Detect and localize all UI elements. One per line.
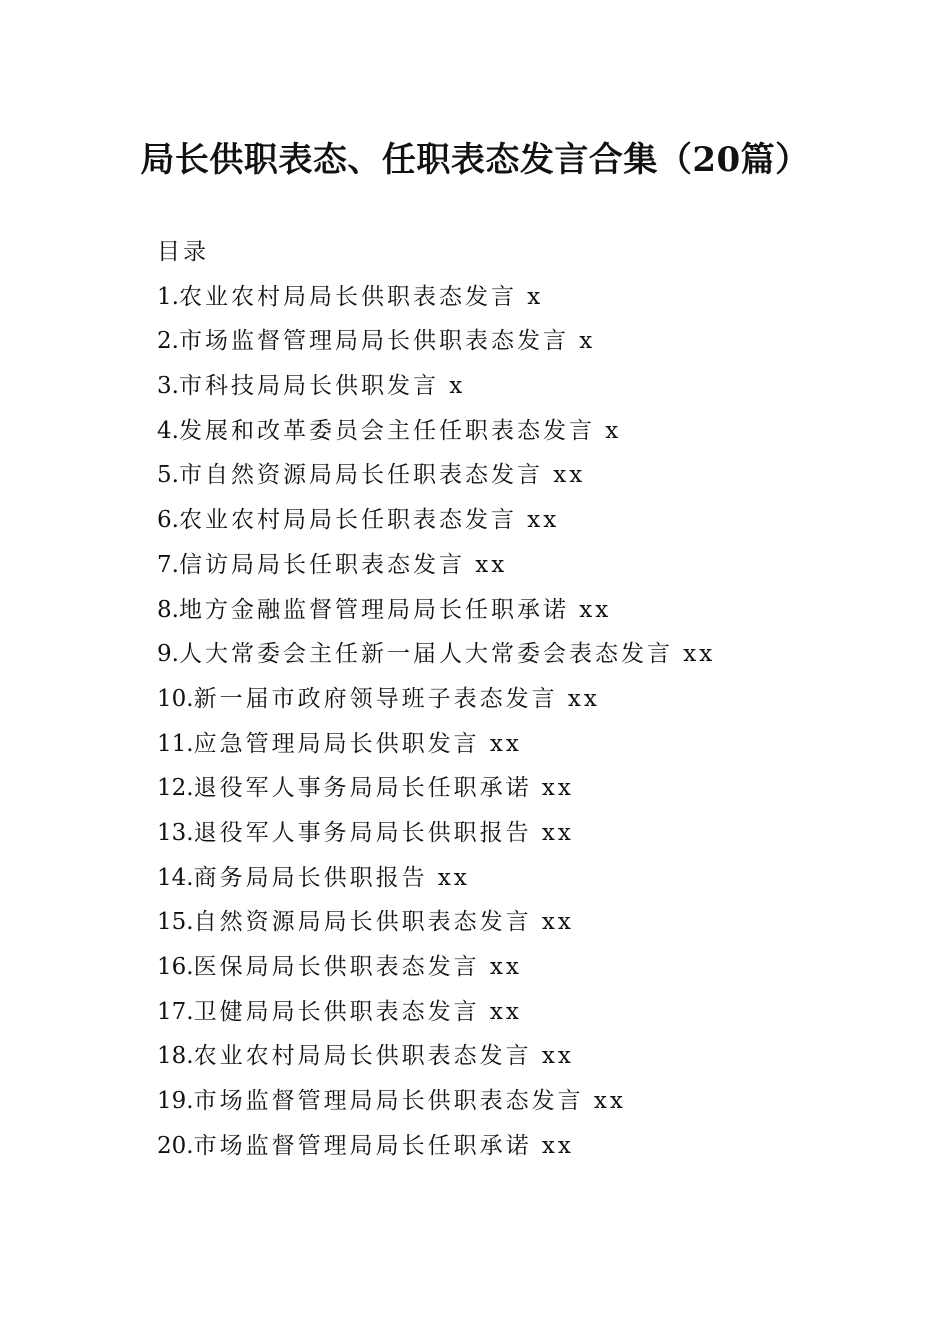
- toc-item[interactable]: [157, 588, 857, 633]
- toc-item[interactable]: [157, 856, 857, 901]
- toc-item-number: 19.: [157, 1088, 194, 1115]
- toc-item-number: 11.: [157, 730, 194, 757]
- toc-item-text: 退役军人事务局局长供职报告 xx: [193, 819, 574, 846]
- toc-item-number: 10.: [157, 685, 194, 712]
- toc-item-text: 退役军人事务局局长任职承诺 xx: [193, 775, 574, 802]
- toc-list: [157, 275, 857, 1169]
- toc-item-text: 医保局局长供职表态发言 xx: [193, 954, 522, 980]
- toc-item-text: 市场监督管理局局长供职表态发言 x: [178, 328, 596, 355]
- toc-item[interactable]: [157, 1079, 857, 1124]
- toc-item-text: 发展和改革委员会主任任职表态发言 x: [178, 417, 622, 444]
- toc-item-text: 信访局局长任职表态发言 xx: [178, 551, 508, 578]
- toc-item[interactable]: [157, 632, 857, 677]
- toc-item[interactable]: [157, 1124, 857, 1169]
- toc-item[interactable]: [157, 409, 857, 454]
- toc-item-text: 市场监督管理局局长任职承诺 xx: [193, 1132, 574, 1159]
- toc-item-number: 17.: [157, 998, 194, 1025]
- toc-item[interactable]: [157, 1034, 857, 1079]
- toc-item[interactable]: [157, 543, 857, 588]
- toc-item-number: 13.: [157, 819, 194, 846]
- toc-item[interactable]: [157, 766, 857, 811]
- toc-heading: 目录: [157, 239, 209, 265]
- toc-item-text: 卫健局局长供职表态发言 xx: [193, 998, 522, 1025]
- table-of-contents: [157, 230, 857, 1168]
- toc-item-text: 农业农村局局长任职表态发言 xx: [178, 507, 560, 534]
- toc-item-number: 1.: [157, 283, 179, 310]
- toc-item-number: 5.: [157, 462, 179, 489]
- toc-item-number: 16.: [157, 954, 194, 980]
- toc-item-text: 市自然资源局局长任职表态发言 xx: [178, 462, 586, 489]
- toc-item-text: 农业农村局局长供职表态发言 x: [178, 283, 544, 310]
- toc-item-number: 15.: [157, 909, 194, 936]
- toc-item-text: 市科技局局长供职发言 x: [178, 373, 466, 400]
- toc-item[interactable]: [157, 677, 857, 722]
- toc-item-text: 农业农村局局长供职表态发言 xx: [193, 1043, 574, 1070]
- toc-item-number: 7.: [157, 551, 179, 578]
- toc-item-number: 12.: [157, 775, 194, 802]
- toc-item[interactable]: [157, 275, 857, 320]
- toc-item-text: 应急管理局局长供职发言 xx: [193, 730, 522, 757]
- toc-item-text: 人大常委会主任新一届人大常委会表态发言 xx: [178, 641, 716, 668]
- toc-item[interactable]: [157, 498, 857, 543]
- toc-item[interactable]: [157, 319, 857, 364]
- toc-item-number: 6.: [157, 507, 179, 534]
- toc-item-text: 市场监督管理局局长供职表态发言 xx: [193, 1088, 626, 1115]
- toc-item-number: 3.: [157, 373, 179, 400]
- toc-item[interactable]: [157, 945, 857, 990]
- toc-item-number: 9.: [157, 641, 179, 668]
- toc-item[interactable]: [157, 453, 857, 498]
- toc-item-number: 2.: [157, 328, 179, 355]
- toc-item-text: 自然资源局局长供职表态发言 xx: [193, 909, 574, 936]
- toc-item-number: 20.: [157, 1132, 194, 1159]
- toc-item-text: 商务局局长供职报告 xx: [193, 864, 470, 891]
- toc-item[interactable]: [157, 990, 857, 1035]
- toc-item[interactable]: [157, 364, 857, 409]
- toc-item-text: 地方金融监督管理局局长任职承诺 xx: [178, 596, 612, 623]
- toc-item[interactable]: [157, 900, 857, 945]
- toc-item-number: 4.: [157, 417, 179, 444]
- toc-item-text: 新一届市政府领导班子表态发言 xx: [193, 685, 600, 712]
- toc-item[interactable]: [157, 722, 857, 767]
- toc-item-number: 14.: [157, 864, 194, 891]
- document-title: 局长供职表态、任职表态发言合集（20篇）: [140, 140, 810, 180]
- toc-item-number: 18.: [157, 1043, 194, 1070]
- toc-item-number: 8.: [157, 596, 179, 623]
- toc-item[interactable]: [157, 811, 857, 856]
